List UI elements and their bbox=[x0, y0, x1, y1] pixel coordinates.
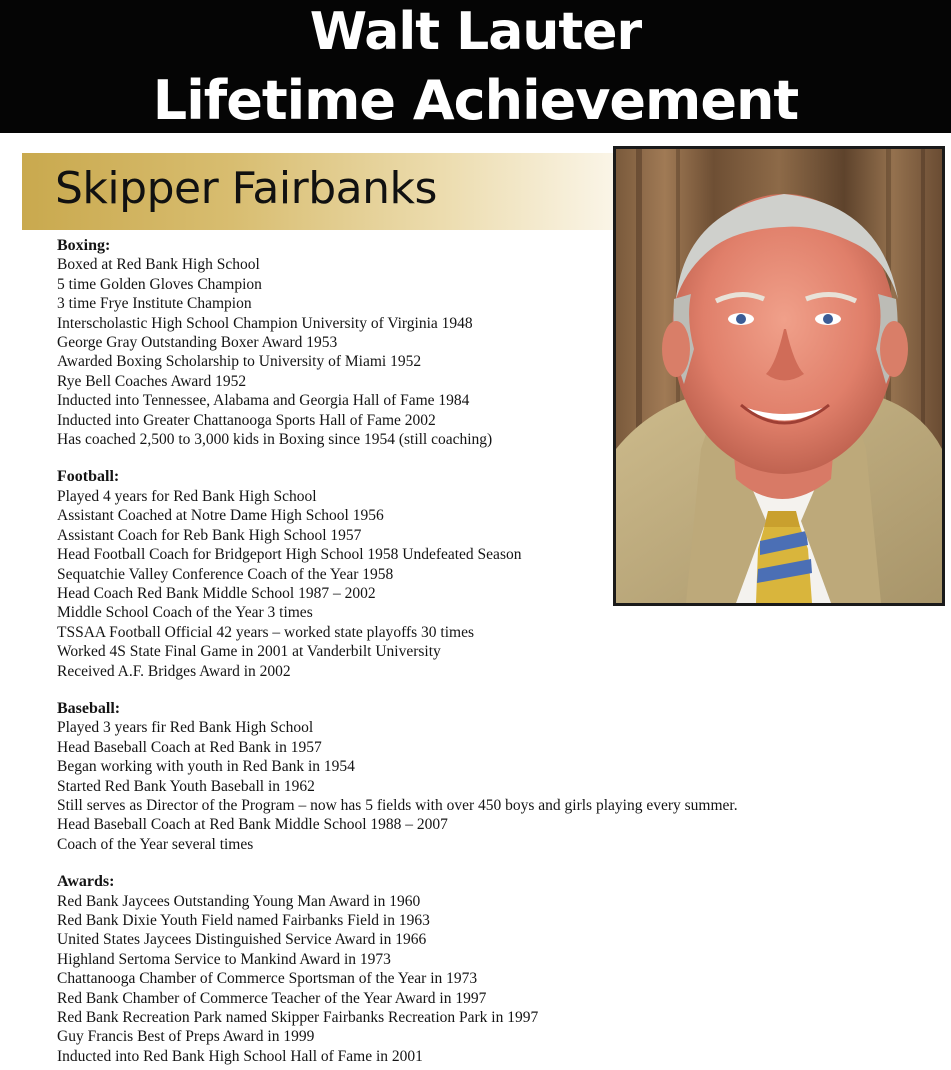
award-title: Walt Lauter bbox=[309, 2, 642, 62]
list-item: Received A.F. Bridges Award in 2002 bbox=[57, 662, 291, 680]
list-item: Has coached 2,500 to 3,000 kids in Boxing since 1954 (still coaching) bbox=[57, 431, 493, 449]
list-item: Inducted into Tennessee, Alabama and Georgia Hall of Fame 1984 bbox=[57, 392, 470, 410]
title-banner bbox=[0, 0, 951, 133]
list-item: 5 time Golden Gloves Champion bbox=[57, 275, 262, 293]
list-item: Middle School Coach of the Year 3 times bbox=[57, 604, 313, 622]
list-item: Sequatchie Valley Conference Coach of the Year 1958 bbox=[57, 565, 394, 583]
section-title: Football: bbox=[57, 468, 120, 486]
list-item: Red Bank Dixie Youth Field named Fairbanks Field in 1963 bbox=[57, 912, 430, 929]
list-item: Began working with youth in Red Bank in 1954 bbox=[57, 758, 355, 776]
section-title: Baseball: bbox=[57, 699, 121, 717]
list-item: Inducted into Red Bank High School Hall of Fame in 2001 bbox=[57, 1047, 423, 1065]
list-item: Coach of the Year several times bbox=[57, 835, 254, 853]
list-item: Red Bank Jaycees Outstanding Young Man Award in 1960 bbox=[57, 892, 421, 910]
award-subtitle: Lifetime Achievement bbox=[152, 69, 799, 132]
list-item: Red Bank Recreation Park named Skipper Fairbanks Recreation Park in 1997 bbox=[57, 1009, 539, 1027]
list-item: Assistant Coached at Notre Dame High School 1956 bbox=[57, 507, 384, 525]
list-item: 3 time Frye Institute Champion bbox=[57, 295, 252, 313]
section-title: Awards: bbox=[57, 873, 115, 891]
list-item: United States Jaycees Distinguished Service Award in 1966 bbox=[57, 931, 427, 949]
list-item: Highland Sertoma Service to Mankind Award in 1973 bbox=[57, 950, 391, 968]
list-item: Assistant Coach for Reb Bank High School 1957 bbox=[57, 526, 362, 544]
list-item: Played 4 years for Red Bank High School bbox=[57, 487, 317, 505]
section-title: Boxing: bbox=[57, 237, 111, 254]
list-item: Interscholastic High School Champion University of Virginia 1948 bbox=[57, 314, 473, 332]
list-item: Inducted into Greater Chattanooga Sports Hall of Fame 2002 bbox=[57, 411, 436, 429]
list-item: Awarded Boxing Scholarship to University of Miami 1952 bbox=[57, 353, 422, 371]
list-item: Boxed at Red Bank High School bbox=[57, 256, 260, 274]
list-item: Head Coach Red Bank Middle School 1987 – 2002 bbox=[57, 584, 376, 602]
list-item: TSSAA Football Official 42 years – worked state playoffs 30 times bbox=[57, 623, 475, 641]
list-item: Worked 4S State Final Game in 2001 at Vanderbilt University bbox=[57, 643, 441, 661]
list-item: Rye Bell Coaches Award 1952 bbox=[57, 372, 247, 390]
honoree-name-bar bbox=[22, 153, 622, 230]
list-item: Guy Francis Best of Preps Award in 1999 bbox=[57, 1028, 315, 1046]
list-item: Played 3 years fir Red Bank High School bbox=[57, 719, 314, 737]
section-baseball bbox=[57, 699, 937, 854]
list-item: Chattanooga Chamber of Commerce Sportsman of the Year in 1973 bbox=[57, 970, 478, 988]
section-awards bbox=[57, 872, 937, 1066]
section-football bbox=[57, 467, 937, 680]
list-item: Head Football Coach for Bridgeport High School 1958 Undefeated Season bbox=[57, 546, 522, 564]
list-item: Started Red Bank Youth Baseball in 1962 bbox=[57, 777, 315, 795]
list-item: Head Baseball Coach at Red Bank in 1957 bbox=[57, 738, 322, 756]
list-item: Still serves as Director of the Program – now has 5 fields with over 450 boys and girls playing every summer. bbox=[57, 796, 738, 814]
honoree-name: Skipper Fairbanks bbox=[55, 163, 437, 214]
achievements-list bbox=[57, 236, 937, 1070]
list-item: Head Baseball Coach at Red Bank Middle School 1988 – 2007 bbox=[57, 816, 448, 834]
list-item: Red Bank Chamber of Commerce Teacher of the Year Award in 1997 bbox=[57, 989, 487, 1007]
section-boxing bbox=[57, 236, 937, 449]
list-item: George Gray Outstanding Boxer Award 1953 bbox=[57, 334, 338, 352]
